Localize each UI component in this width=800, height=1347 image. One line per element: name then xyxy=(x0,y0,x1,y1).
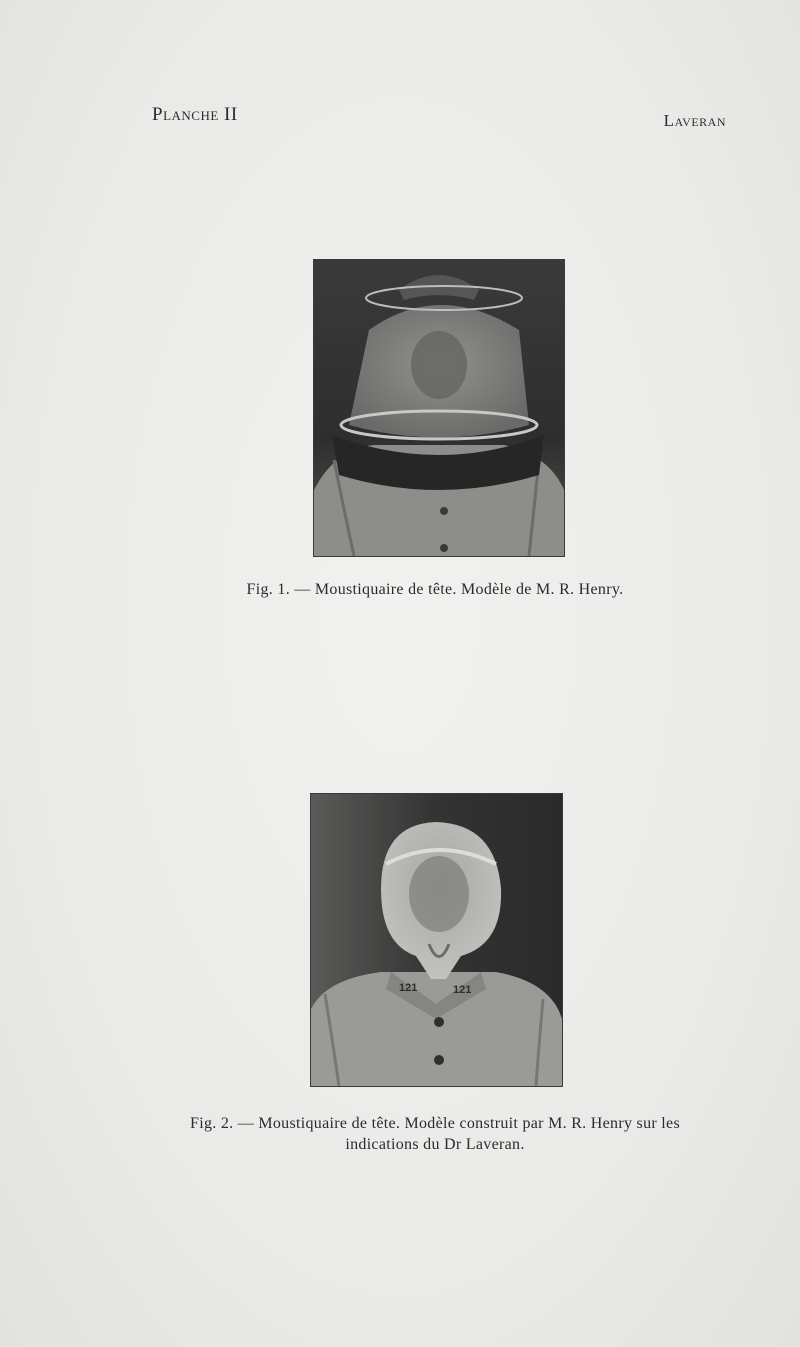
figure-1-caption: Fig. 1. — Moustiquaire de tête. Modèle de M. R. Henry. xyxy=(246,581,624,598)
author-name: Laveran xyxy=(663,111,726,130)
svg-text:121: 121 xyxy=(399,982,418,994)
figure-2-caption-line-2: indications du Dr Laveran. xyxy=(345,1136,525,1153)
figure-2-caption-line-1: Fig. 2. — Moustiquaire de tête. Modèle construit par M. R. Henry sur les xyxy=(190,1115,680,1132)
figure-2-photo xyxy=(310,793,563,1087)
svg-text:121: 121 xyxy=(453,984,472,996)
plate-number: Planche II xyxy=(152,104,238,125)
figure-1-photo xyxy=(313,259,565,557)
